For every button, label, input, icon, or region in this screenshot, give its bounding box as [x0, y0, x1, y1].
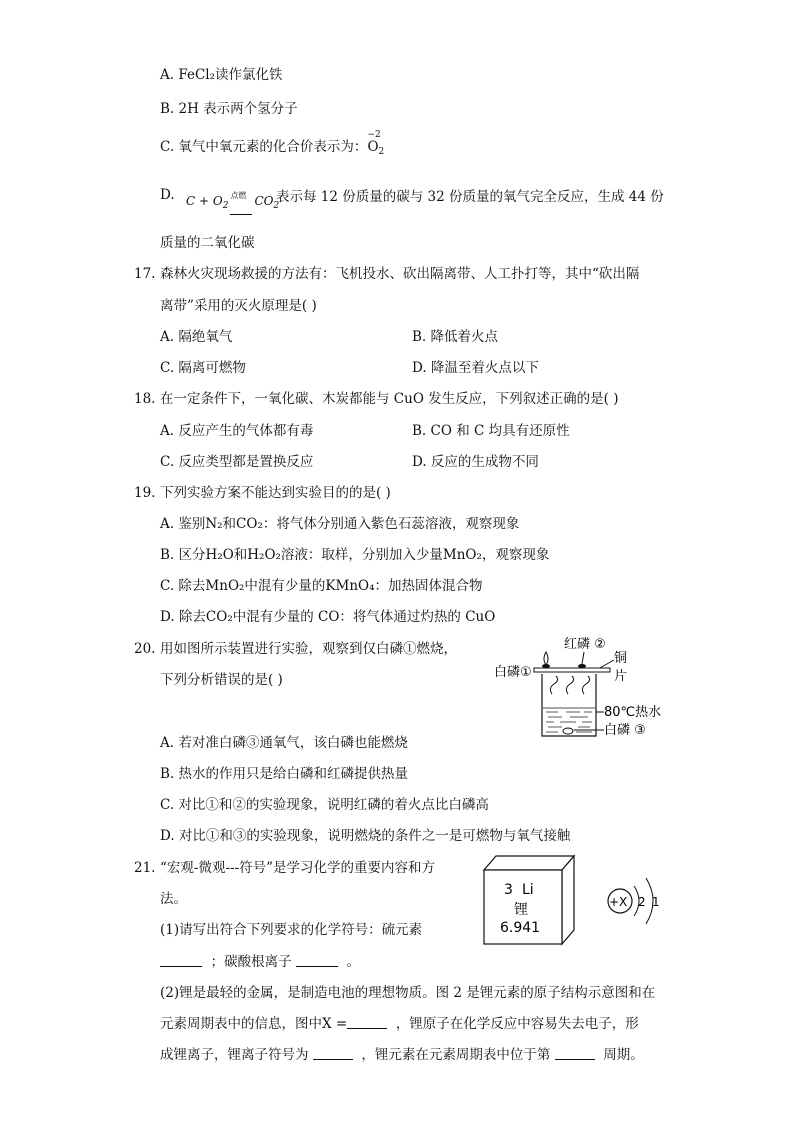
oxygen-subscript: 2 — [378, 147, 385, 157]
white-phosphorus-1 — [542, 664, 550, 668]
q16-option-c-formula — [367, 130, 385, 161]
answer-blank-ion[interactable] — [313, 1047, 353, 1060]
q17-option-b: B. 降低着火点 — [412, 329, 499, 345]
q16-option-a: A. FeCl₂读作氯化铁 — [160, 67, 283, 83]
q17-number: 17. — [134, 266, 156, 282]
q21-part2-line3 — [160, 1046, 644, 1064]
q17-option-c: C. 隔离可燃物 — [160, 360, 246, 376]
q21-x-label: 元素周期表中的信息，图中X = — [160, 1016, 348, 1032]
q16-option-d — [160, 186, 175, 204]
q20-stem-line1: 用如图所示装置进行实验，观察到仅白磷①燃烧， — [160, 641, 457, 657]
shell1-count: 2 — [638, 895, 646, 909]
q20-option-b: B. 热水的作用只是给白磷和红磷提供热量 — [160, 766, 409, 782]
q21-part1-line2 — [160, 953, 360, 971]
label-copper-1: 铜 — [614, 651, 628, 666]
answer-blank-carbonate[interactable] — [296, 954, 338, 967]
flame-icon — [544, 652, 548, 665]
q19-option-c: C. 除去MnO₂中混有少量的KMnO₄：加热固体混合物 — [160, 578, 483, 594]
answer-blank-sulfur[interactable] — [160, 954, 202, 967]
q20-number: 20. — [134, 641, 156, 657]
q18-stem: 在一定条件下，一氧化碳、木炭都能与 CuO 发生反应，下列叙述正确的是( ) — [160, 391, 619, 407]
q16-option-b: B. 2H 表示两个氢分子 — [160, 101, 298, 117]
q18-option-c: C. 反应类型都是置换反应 — [160, 454, 314, 470]
equation-condition: 点燃 — [230, 191, 247, 200]
q18-option-d: D. 反应的生成物不同 — [412, 454, 539, 470]
periodic-table-card — [478, 852, 582, 948]
q21-part1-line1: (1)请写出符合下列要求的化学符号：硫元素 — [160, 922, 423, 938]
q21-part2-line2-rest: ，锂原子在化学反应中容易失去电子，形 — [395, 1016, 639, 1032]
q21-part2-line1: (2)锂是最轻的金属，是制造电池的理想物质。图 2 是锂元素的原子结构示意图和在 — [160, 985, 656, 1001]
q21-period-label: ，锂元素在元素周期表中位于第 — [361, 1047, 551, 1063]
atomic-structure-diagram — [602, 872, 670, 930]
nucleus-charge: +X — [609, 895, 628, 909]
q21-part1-end: 。 — [346, 954, 360, 970]
q19-stem: 下列实验方案不能达到实验目的的是( ) — [160, 485, 391, 501]
equation-product: CO — [254, 194, 274, 208]
steam-2 — [566, 676, 573, 694]
copper-plate — [534, 668, 610, 672]
card-side-face — [562, 856, 574, 944]
label-hot-water: 80℃热水 — [604, 705, 662, 720]
q19-option-a: A. 鉴别N₂和CO₂：将气体分别通入紫色石蕊溶液，观察现象 — [160, 516, 520, 532]
q18-option-b: B. CO 和 C 均具有还原性 — [412, 423, 570, 439]
atomic-mass: 6.941 — [500, 920, 541, 936]
equation-sub2: 2 — [273, 201, 280, 211]
q21-number: 21. — [134, 860, 156, 876]
q16-equation — [186, 192, 279, 215]
q17-option-d: D. 降温至着火点以下 — [412, 360, 539, 376]
q21-ion-label: 成锂离子，锂离子符号为 — [160, 1047, 309, 1063]
label-red-phosphorus: 红磷 ② — [564, 637, 606, 652]
valence-label: −2 — [367, 130, 381, 140]
oxygen-symbol: O — [367, 139, 379, 155]
q16-option-c — [160, 130, 385, 161]
leader-red — [582, 652, 584, 664]
label-white-phosphorus-1: 白磷① — [494, 665, 532, 680]
q18-number: 18. — [134, 391, 156, 407]
label-copper-2: 片 — [614, 669, 628, 684]
q21-part2-line2 — [160, 1015, 639, 1033]
q17-stem-line1: 森林火灾现场救援的方法有：飞机投水、砍出隔离带、人工扑打等，其中“砍出隔 — [160, 266, 640, 282]
q21-part1-carbonate-label: ；碳酸根离子 — [210, 954, 292, 970]
q20-option-d: D. 对比①和③的实验现象，说明燃烧的条件之一是可燃物与氧气接触 — [160, 828, 571, 844]
steam-1 — [550, 676, 557, 694]
shell2-count: 1 — [652, 895, 660, 909]
q20-option-a: A. 若对准白磷③通氧气，该白磷也能燃烧 — [160, 735, 408, 751]
answer-blank-x[interactable] — [347, 1016, 387, 1029]
q20-option-c: C. 对比①和②的实验现象，说明红磷的着火点比白磷高 — [160, 797, 489, 813]
q16-option-d-text2: 质量的二氧化碳 — [160, 235, 255, 251]
q20-stem-line2: 下列分析错误的是( ) — [160, 672, 283, 688]
q17-option-a: A. 隔绝氧气 — [160, 329, 233, 345]
q18-option-a: A. 反应产生的气体都有毒 — [160, 423, 314, 439]
steam-3 — [582, 676, 589, 694]
q21-stem-line2: 法。 — [160, 891, 187, 907]
q21-period-suffix: 周期。 — [603, 1047, 644, 1063]
red-phosphorus — [578, 664, 586, 668]
label-white-phosphorus-3: 白磷 ③ — [604, 723, 646, 738]
answer-blank-period[interactable] — [555, 1047, 595, 1060]
q21-stem-line1: “宏观-微观---符号”是学习化学的重要内容和方 — [160, 860, 436, 876]
q16-option-c-text: C. 氧气中氧元素的化合价表示为： — [160, 139, 368, 155]
q16-option-d-text: 表示每 12 份质量的碳与 32 份质量的氧气完全反应，生成 44 份 — [276, 189, 664, 205]
equation-sub1: 2 — [222, 201, 229, 211]
q19-option-b: B. 区分H₂O和H₂O₂溶液：取样，分别加入少量MnO₂，观察现象 — [160, 547, 550, 563]
card-top-face — [484, 856, 574, 870]
combustion-apparatus-diagram — [488, 632, 668, 744]
atomic-number: 3 — [504, 882, 513, 898]
q16-option-d-letter: D. — [160, 187, 175, 203]
element-name: 锂 — [514, 902, 528, 918]
white-phosphorus-3 — [563, 728, 573, 734]
equation-reactants: C + O — [186, 194, 223, 208]
equation-line — [230, 214, 252, 215]
q17-stem-line2: 离带”采用的灭火原理是( ) — [160, 298, 317, 314]
q19-number: 19. — [134, 485, 156, 501]
q19-option-d: D. 除去CO₂中混有少量的 CO：将气体通过灼热的 CuO — [160, 609, 496, 625]
element-symbol: Li — [522, 882, 534, 898]
